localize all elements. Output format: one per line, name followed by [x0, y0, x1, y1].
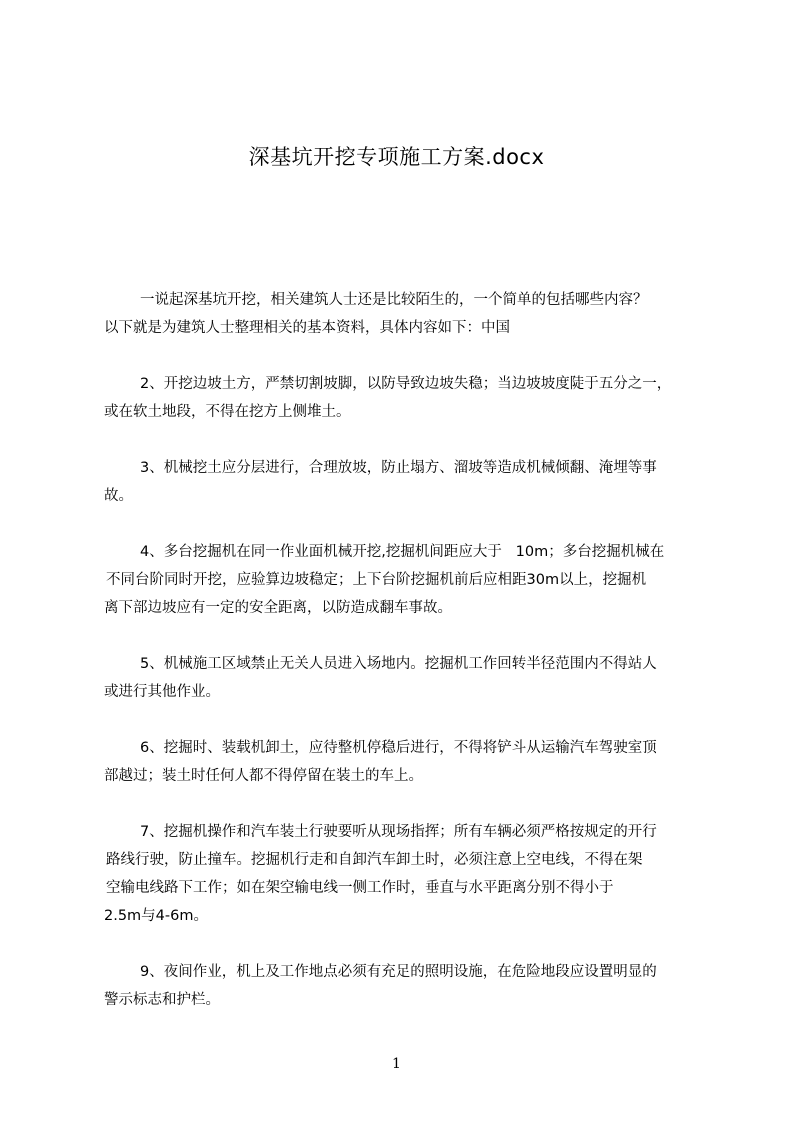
- paragraph-item-3: [104, 454, 720, 510]
- paragraph-line: 2、开挖边坡土方，严禁切割坡脚，以防导致边坡失稳；当边坡坡度陡于五分之一，: [140, 376, 672, 392]
- paragraph-item-6: [104, 734, 720, 790]
- paragraph-item-5: [104, 650, 720, 706]
- paragraph-line: 7、挖掘机操作和汽车装土行驶要听从现场指挥；所有车辆必须严格按规定的开行: [140, 824, 657, 840]
- paragraph-line: 空输电线路下工作；如在架空输电线一侧工作时，垂直与水平距离分别不得小于: [106, 880, 614, 896]
- paragraph-line: 或进行其他作业。: [104, 684, 220, 700]
- paragraph-line: 离下部边坡应有一定的安全距离，以防造成翻车事故。: [104, 600, 452, 616]
- paragraph-line: 或在软土地段，不得在挖方上侧堆土。: [104, 404, 351, 420]
- paragraph-line: 2.5m与4-6m。: [104, 908, 208, 924]
- paragraph-line: 4、多台挖掘机在同一作业面机械开挖,挖掘机间距应大于 10m；多台挖掘机械在: [140, 544, 665, 560]
- paragraph-line: 9、夜间作业，机上及工作地点必须有充足的照明设施，在危险地段应设置明显的: [140, 964, 657, 980]
- paragraph-line: 一说起深基坑开挖，相关建筑人士还是比较陌生的，一个简单的包括哪些内容？: [140, 292, 648, 308]
- paragraph-intro: [104, 286, 720, 342]
- paragraph-item-2: [104, 370, 720, 426]
- paragraph-line: 不同台阶同时开挖，应验算边坡稳定；上下台阶挖掘机前后应相距30m以上，挖掘机: [106, 572, 647, 588]
- paragraph-line: 6、挖掘时、装载机卸土，应待整机停稳后进行，不得将铲斗从运输汽车驾驶室顶: [140, 740, 657, 756]
- paragraph-line: 以下就是为建筑人士整理相关的基本资料，具体内容如下：中国: [104, 320, 510, 336]
- paragraph-item-4: [104, 538, 720, 622]
- paragraph-line: 警示标志和护栏。: [104, 992, 220, 1008]
- paragraph-line: 路线行驶，防止撞车。挖掘机行走和自卸汽车卸土时，必须注意上空电线，不得在架: [106, 852, 643, 868]
- paragraph-line: 3、机械挖土应分层进行，合理放坡，防止塌方、溜坡等造成机械倾翻、淹埋等事: [140, 460, 657, 476]
- page-number: 1: [392, 1056, 401, 1072]
- paragraph-line: 5、机械施工区域禁止无关人员进入场地内。挖掘机工作回转半径范围内不得站人: [140, 656, 657, 672]
- paragraph-item-9: [104, 958, 720, 1014]
- paragraph-line: 部越过；装土时任何人都不得停留在装土的车上。: [104, 768, 423, 784]
- document-body: [104, 286, 720, 1042]
- paragraph-item-7: [104, 818, 720, 930]
- document-title: 深基坑开挖专项施工方案.docx: [248, 145, 545, 169]
- paragraph-line: 故。: [104, 488, 133, 504]
